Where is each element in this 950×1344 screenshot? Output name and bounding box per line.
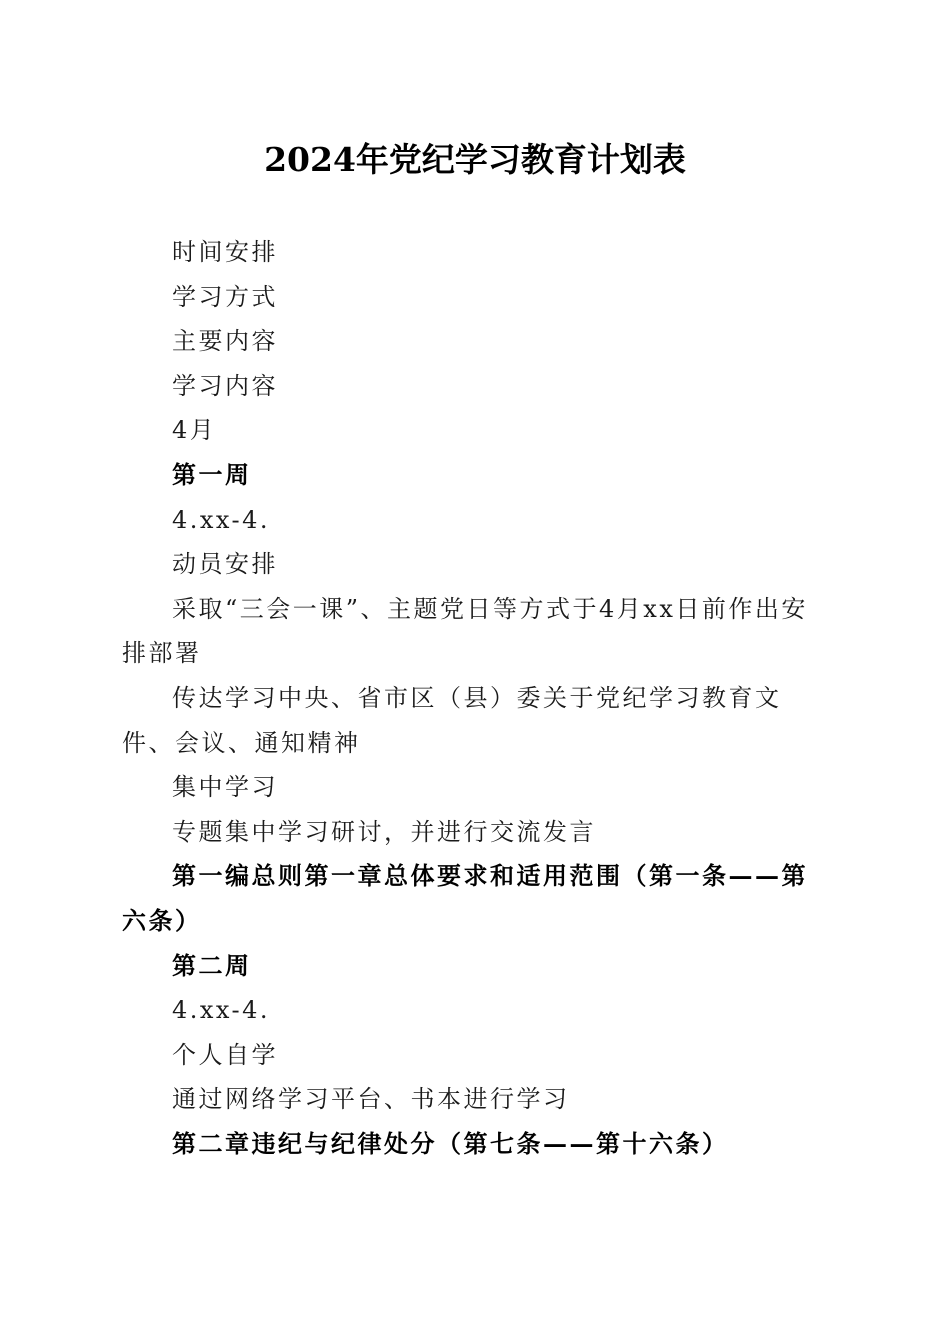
paragraph: 第一周 [172,459,252,489]
paragraph: 动员安排 [172,550,278,579]
paragraph: 个人自学 [172,1040,278,1069]
paragraph: 主要内容 [172,327,278,356]
paragraph: 第二周 [172,950,252,980]
paragraph: 集中学习 [172,773,278,802]
document-body [122,230,828,1166]
paragraph: 第二章违纪与纪律处分（第七条——第十六条） [172,1128,729,1158]
paragraph: 学习方式 [172,282,278,311]
document-title: 2024年党纪学习教育计划表 [264,140,686,179]
paragraph: 第一编总则第一章总体要求和适用范围（第一条——第六条） [122,861,808,935]
paragraph: 4月 [172,416,217,445]
paragraph: 通过网络学习平台、书本进行学习 [172,1085,570,1114]
paragraph: 学习内容 [172,371,278,400]
paragraph: 4.xx-4. [172,996,271,1025]
paragraph: 采取“三会一课”、主题党日等方式于4月xx日前作出安排部署 [122,594,808,668]
paragraph: 传达学习中央、省市区（县）委关于党纪学习教育文件、会议、通知精神 [122,683,782,757]
paragraph: 专题集中学习研讨，并进行交流发言 [172,817,596,846]
paragraph: 时间安排 [172,238,278,266]
paragraph: 4.xx-4. [172,505,271,534]
